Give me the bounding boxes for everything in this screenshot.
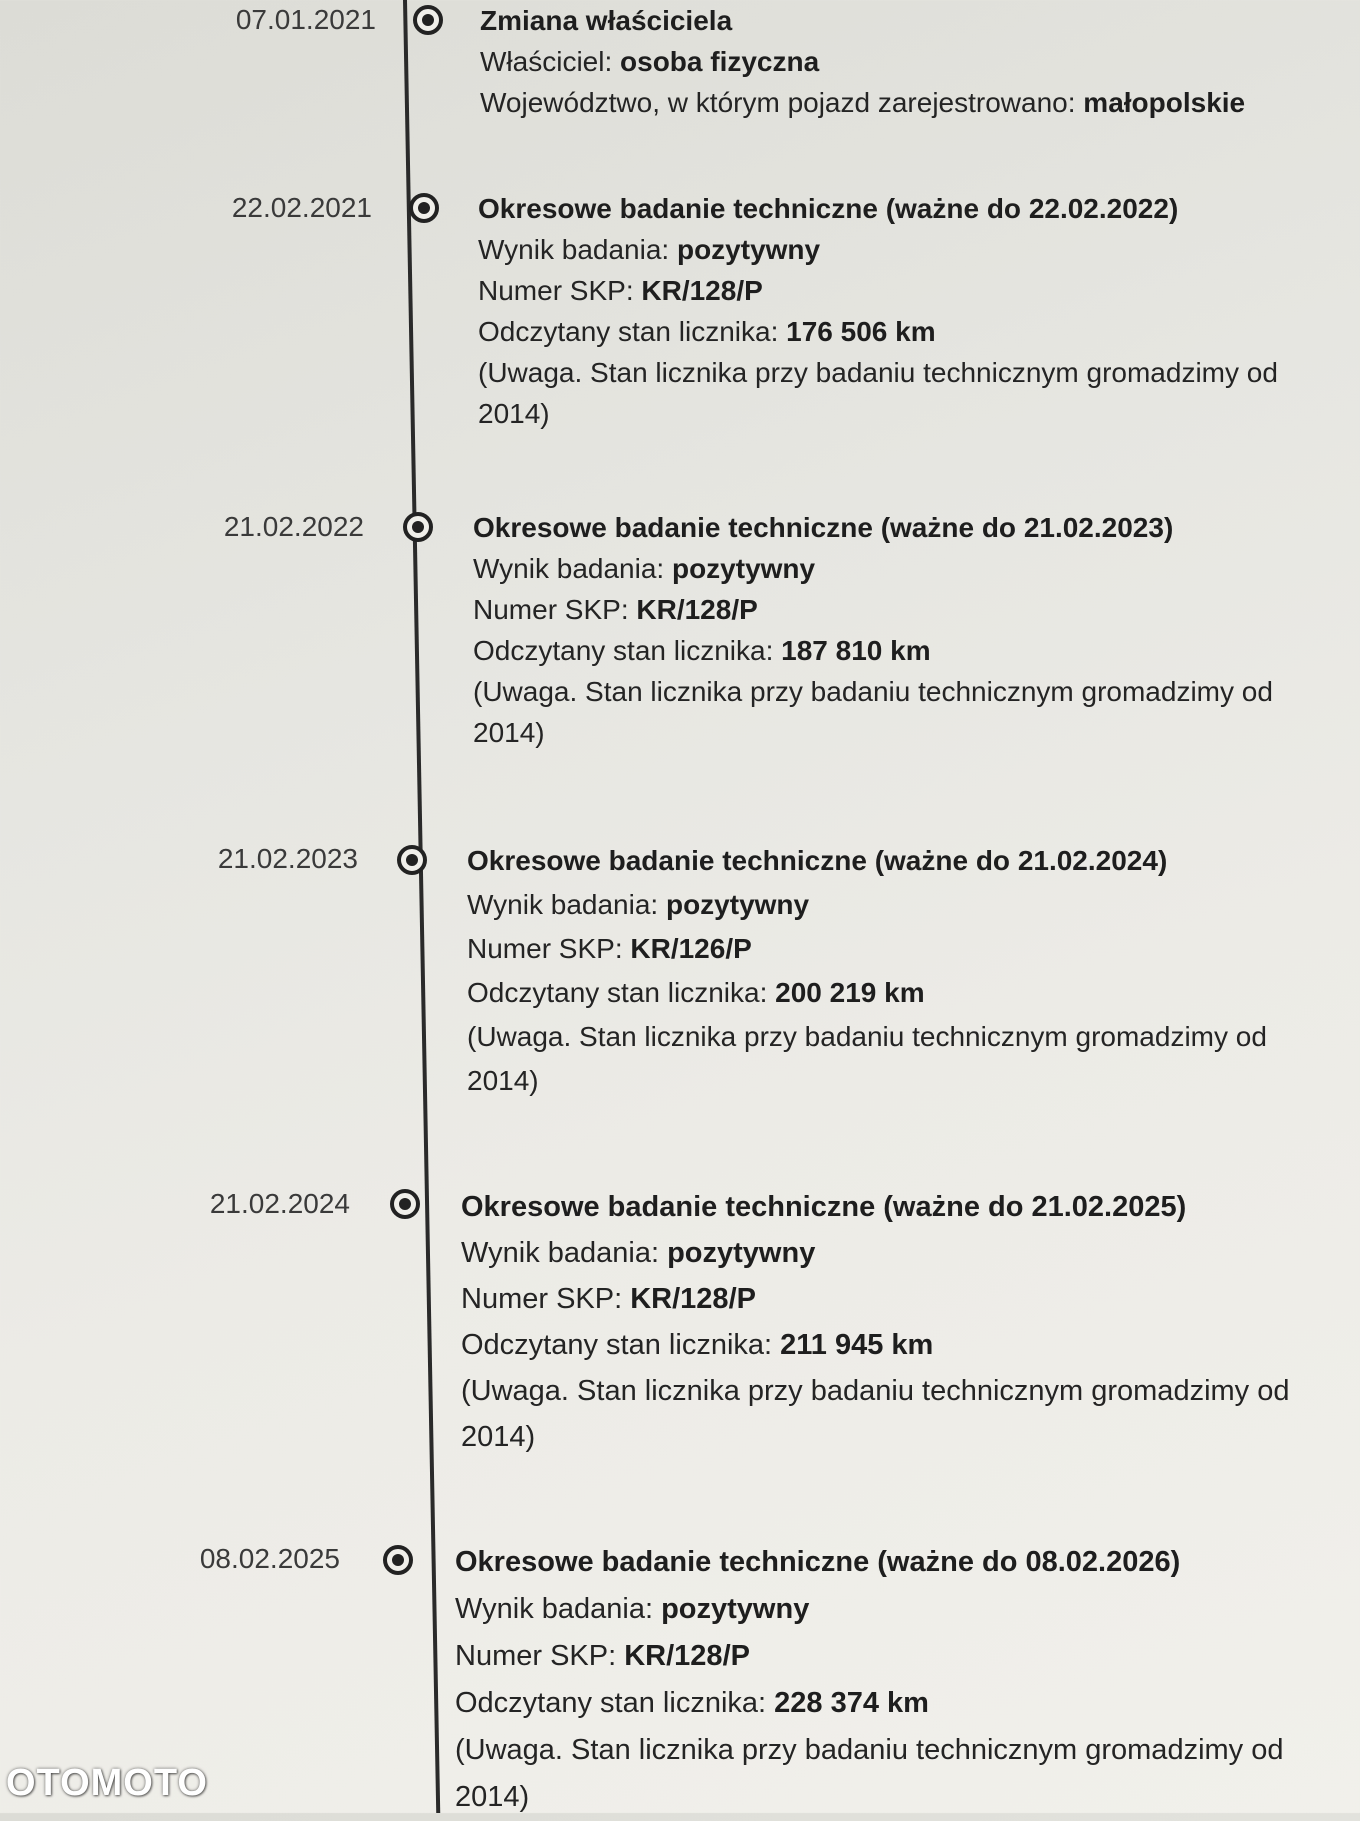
timeline-dot-icon bbox=[390, 1189, 420, 1219]
event-title: Okresowe badanie techniczne (ważne do 21.02.2024) bbox=[467, 845, 1168, 876]
skp-label: Numer SKP: bbox=[455, 1640, 617, 1672]
note-line: (Uwaga. Stan licznika przy badaniu technicznym gromadzimy od bbox=[467, 1021, 1267, 1052]
result-label: Wynik badania: bbox=[478, 234, 670, 265]
note-line: 2014) bbox=[478, 398, 550, 429]
event-date: 21.02.2023 bbox=[217, 843, 358, 874]
owner-value: osoba fizyczna bbox=[620, 46, 820, 77]
result-value: pozytywny bbox=[665, 889, 810, 920]
mileage-row bbox=[461, 1322, 1360, 1368]
event-title: Okresowe badanie techniczne (ważne do 21.02.2025) bbox=[461, 1191, 1187, 1223]
mileage-value: 228 374 km bbox=[774, 1687, 929, 1719]
result-label: Wynik badania: bbox=[461, 1237, 660, 1269]
result-label: Wynik badania: bbox=[455, 1593, 654, 1625]
result-label: Wynik badania: bbox=[473, 553, 665, 584]
event-date: 07.01.2021 bbox=[235, 4, 376, 35]
timeline-dot-icon bbox=[403, 512, 433, 542]
result-value: pozytywny bbox=[661, 1593, 810, 1625]
skp-row bbox=[473, 589, 1360, 630]
owner-label: Właściciel: bbox=[480, 46, 613, 77]
mileage-value: 187 810 km bbox=[781, 635, 931, 666]
event-title: Okresowe badanie techniczne (ważne do 22.02.2022) bbox=[478, 193, 1179, 224]
region-row bbox=[480, 82, 1360, 123]
mileage-label: Odczytany stan licznika: bbox=[461, 1329, 773, 1361]
skp-value: KR/128/P bbox=[630, 1283, 756, 1315]
skp-value: KR/128/P bbox=[641, 275, 763, 306]
skp-value: KR/126/P bbox=[630, 933, 752, 964]
result-row bbox=[478, 229, 1360, 270]
event-date: 21.02.2024 bbox=[209, 1188, 350, 1219]
skp-label: Numer SKP: bbox=[478, 275, 634, 306]
otomoto-watermark: OTOMOTO bbox=[6, 1762, 208, 1804]
skp-label: Numer SKP: bbox=[467, 933, 623, 964]
note-line: 2014) bbox=[461, 1421, 536, 1453]
note-line: 2014) bbox=[473, 717, 545, 748]
mileage-label: Odczytany stan licznika: bbox=[473, 635, 774, 666]
result-row bbox=[473, 548, 1360, 589]
skp-label: Numer SKP: bbox=[461, 1283, 623, 1315]
event-details bbox=[473, 507, 1360, 753]
event-date: 21.02.2022 bbox=[223, 511, 364, 542]
skp-value: KR/128/P bbox=[636, 594, 758, 625]
region-label: Województwo, w którym pojazd zarejestrowano: bbox=[480, 87, 1076, 118]
event-details bbox=[467, 839, 1360, 1103]
mileage-row bbox=[473, 630, 1360, 671]
event-title: Zmiana właściciela bbox=[480, 5, 733, 36]
mileage-label: Odczytany stan licznika: bbox=[478, 316, 779, 347]
event-title: Okresowe badanie techniczne (ważne do 21.02.2023) bbox=[473, 512, 1174, 543]
result-value: pozytywny bbox=[671, 553, 816, 584]
skp-row bbox=[455, 1633, 1355, 1680]
result-value: pozytywny bbox=[667, 1237, 816, 1269]
timeline-dot-icon bbox=[383, 1545, 413, 1575]
skp-row bbox=[478, 270, 1360, 311]
region-value: małopolskie bbox=[1083, 87, 1246, 118]
note-line: (Uwaga. Stan licznika przy badaniu technicznym gromadzimy od bbox=[473, 676, 1273, 707]
mileage-row bbox=[478, 311, 1360, 352]
mileage-value: 200 219 km bbox=[775, 977, 925, 1008]
timeline-line bbox=[403, 0, 440, 1813]
owner-row bbox=[480, 41, 1360, 82]
event-details bbox=[455, 1539, 1355, 1821]
result-row bbox=[461, 1230, 1360, 1276]
timeline-dot-icon bbox=[413, 5, 443, 35]
event-date: 08.02.2025 bbox=[199, 1543, 340, 1574]
mileage-row bbox=[455, 1680, 1355, 1727]
event-title: Okresowe badanie techniczne (ważne do 08.02.2026) bbox=[455, 1546, 1181, 1578]
timeline-dot-icon bbox=[397, 845, 427, 875]
note-line: 2014) bbox=[455, 1781, 530, 1813]
mileage-row bbox=[467, 971, 1360, 1015]
mileage-value: 176 506 km bbox=[786, 316, 936, 347]
event-details bbox=[461, 1184, 1360, 1460]
skp-label: Numer SKP: bbox=[473, 594, 629, 625]
result-label: Wynik badania: bbox=[467, 889, 659, 920]
result-row bbox=[467, 883, 1360, 927]
result-value: pozytywny bbox=[676, 234, 821, 265]
event-details bbox=[480, 0, 1360, 123]
note-line: 2014) bbox=[467, 1065, 539, 1096]
note-line: (Uwaga. Stan licznika przy badaniu technicznym gromadzimy od bbox=[461, 1375, 1290, 1407]
note-line: (Uwaga. Stan licznika przy badaniu technicznym gromadzimy od bbox=[478, 357, 1278, 388]
skp-value: KR/128/P bbox=[624, 1640, 750, 1672]
event-details bbox=[478, 188, 1360, 434]
result-row bbox=[455, 1586, 1355, 1633]
mileage-label: Odczytany stan licznika: bbox=[455, 1687, 767, 1719]
mileage-value: 211 945 km bbox=[780, 1329, 934, 1361]
note-line: (Uwaga. Stan licznika przy badaniu technicznym gromadzimy od bbox=[455, 1734, 1284, 1766]
skp-row bbox=[461, 1276, 1360, 1322]
event-date: 22.02.2021 bbox=[231, 192, 372, 223]
mileage-label: Odczytany stan licznika: bbox=[467, 977, 768, 1008]
timeline-dot-icon bbox=[409, 193, 439, 223]
skp-row bbox=[467, 927, 1360, 971]
